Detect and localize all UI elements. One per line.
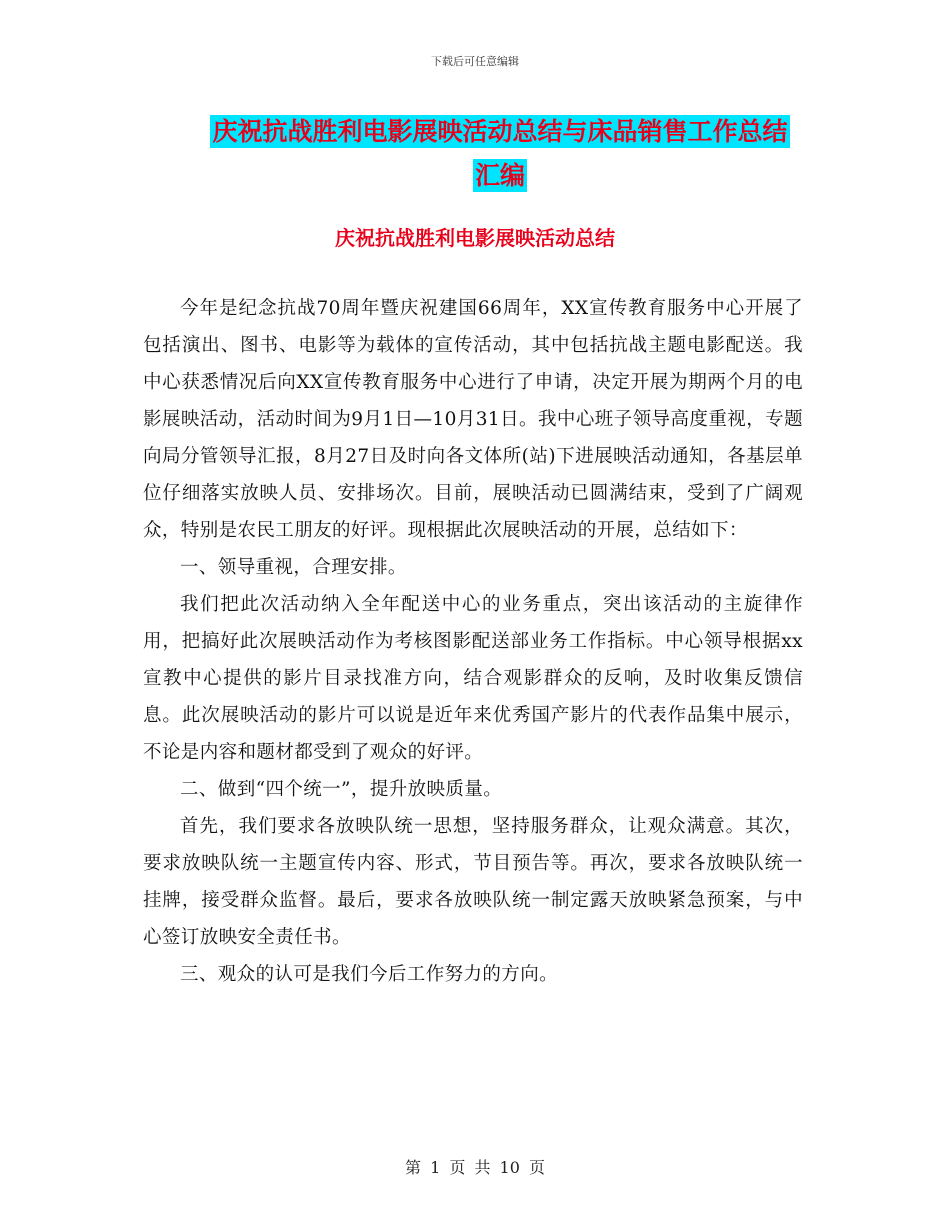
paragraph-leadership: 我们把此次活动纳入全年配送中心的业务重点，突出该活动的主旋律作用，把搞好此次展映活动作为考核图影配送部业务工作指标。中心领导根据xx宣教中心提供的影片目录找准方向，结合观影群众的反响，及时收集反馈信息。此次展映活动的影片可以说是近年来优秀国产影片的代表作品集中展示，不论是内容和题材都受到了观众的好评。 — [143, 594, 803, 763]
paragraph-quality: 首先，我们要求各放映队统一思想，坚持服务群众，让观众满意。其次，要求放映队统一主题宣传内容、形式，节目预告等。再次，要求各放映队统一挂牌，接受群众监督。最后，要求各放映队统一制定露天放映紧急预案，与中心签订放映安全责任书。 — [143, 816, 803, 948]
page-number: 第 1 页 共 10 页 — [405, 1158, 545, 1177]
paragraph-heading-1: 一、领导重视，合理安排。 — [180, 557, 407, 578]
paragraph-heading-2: 二、做到“四个统一”，提升放映质量。 — [180, 779, 503, 800]
header-note: 下载后可任意编辑 — [431, 55, 519, 68]
document-title — [120, 110, 880, 198]
body-text — [143, 290, 803, 993]
paragraph-intro: 今年是纪念抗战70周年暨庆祝建国66周年，XX宣传教育服务中心开展了包括演出、图书、电影等为载体的宣传活动，其中包括抗战主题电影配送。我中心获悉情况后向XX宣传教育服务中心进行了申请，决定开展为期两个月的电影展映活动，活动时间为9月1日—10月31日。我中心班子领导高度重视，专题向局分管领导汇报，8月27日及时向各文体所(站)下进展映活动通知，各基层单位仔细落实放映人员、安排场次。目前，展映活动已圆满结束，受到了广阔观众，特别是农民工朋友的好评。现根据此次展映活动的开展，总结如下： — [143, 298, 803, 541]
document-title-line2: 汇编 — [474, 161, 525, 190]
paragraph-heading-3: 三、观众的认可是我们今后工作努力的方向。 — [180, 964, 559, 985]
section-title: 庆祝抗战胜利电影展映活动总结 — [335, 226, 615, 250]
document-title-line1: 庆祝抗战胜利电影展映活动总结与床品销售工作总结 — [212, 117, 788, 146]
